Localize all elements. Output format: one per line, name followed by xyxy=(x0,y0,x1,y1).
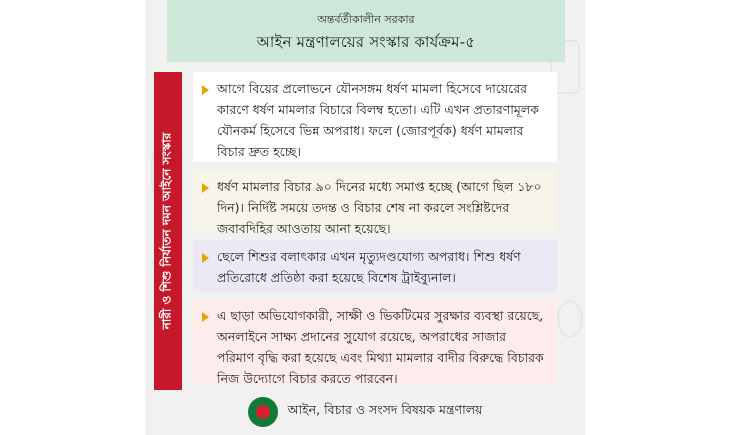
triangle-bullet-icon xyxy=(202,85,209,95)
side-banner-label: নারী ও শিশু নির্যাতন দমন আইনে সংস্কার xyxy=(159,132,174,330)
reform-item-text: আগে বিয়ের প্রলোভনে যৌনসঙ্গম ধর্ষণ মামলা হিসেবে দায়েরের কারণে ধর্ষণ মামলার বিচারে বিলম্ব হতো। এটি এখন প্রতারণামূলক যৌনকর্ম হিসেবে ভিন্ন অপরাধ। ফলে (জোরপূর্বক) ধর্ষণ মামলার বিচার দ্রুত হচ্ছে। xyxy=(217,81,539,159)
government-emblem-icon xyxy=(248,397,278,427)
reform-item xyxy=(193,72,557,162)
reform-item xyxy=(193,299,557,385)
triangle-bullet-icon xyxy=(202,253,209,263)
government-label: অন্তর্বর্তীকালীন সরকার xyxy=(317,13,415,26)
poster-header xyxy=(167,0,565,62)
background-doodle xyxy=(557,300,583,338)
triangle-bullet-icon xyxy=(202,312,209,322)
reform-item xyxy=(193,170,557,236)
info-poster xyxy=(145,0,585,435)
reform-item xyxy=(193,240,557,292)
ministry-name: আইন, বিচার ও সংসদ বিষয়ক মন্ত্রণালয় xyxy=(287,402,483,417)
poster-footer xyxy=(145,395,585,429)
reform-item-text: এ ছাড়া অভিযোগকারী, সাক্ষী ও ভিকটিমের সুরক্ষার ব্যবস্থা রয়েছে, অনলাইনে সাক্ষ্য প্রদানের সুযোগ রয়েছে, অপরাধের সাজার পরিমাণ বৃদ্ধি করা হয়েছে এবং মিথ্যা মামলার বাদীর বিরুদ্ধে বিচারক নিজ উদ্যোগে বিচার করতে পারবেন। xyxy=(217,308,544,386)
reform-item-text: ধর্ষণ মামলার বিচার ৯০ দিনের মধ্যে সমাপ্ত হচ্ছে (আগে ছিল ১৮০ দিন)। নির্দিষ্ট সময়ে তদন্ত ও বিচার শেষ না করলে সংশ্লিষ্টদের জবাবদিহির আওতায় আনা হয়েছে। xyxy=(217,179,542,236)
side-banner xyxy=(154,72,182,390)
poster-title: আইন মন্ত্রণালয়ের সংস্কার কার্যক্রম-৫ xyxy=(256,33,476,51)
reform-item-text: ছেলে শিশুর বলাৎকার এখন মৃত্যুদণ্ডযোগ্য অপরাধ। শিশু ধর্ষণ প্রতিরোধে প্রতিষ্ঠা করা হয়েছে বিশেষ ট্রাইব্যুনাল। xyxy=(217,249,521,285)
triangle-bullet-icon xyxy=(202,183,209,193)
